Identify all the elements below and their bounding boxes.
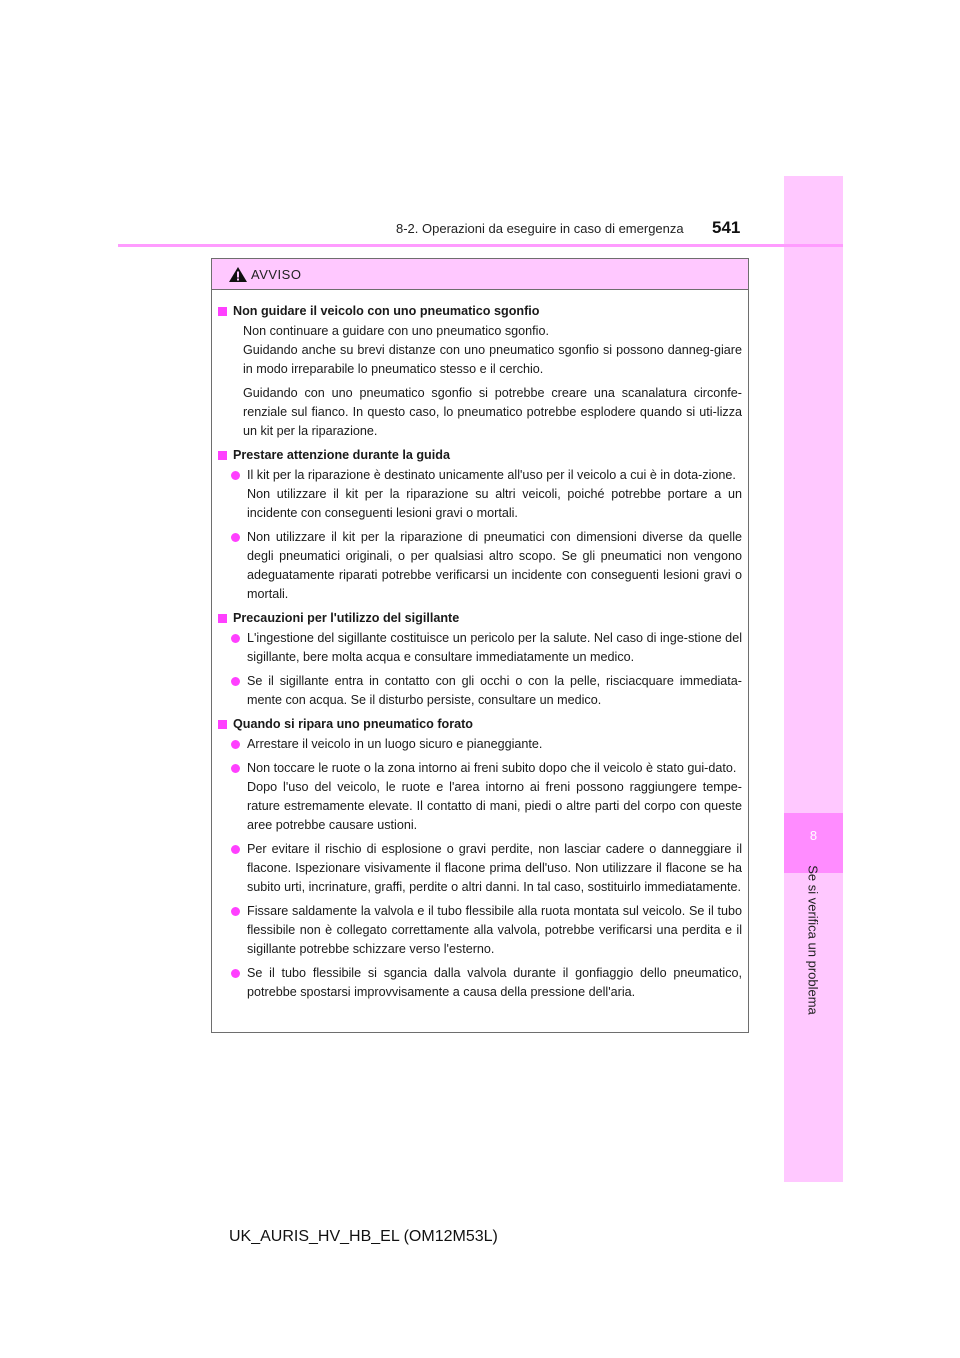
section-heading xyxy=(216,609,742,628)
chapter-number-block xyxy=(784,813,843,873)
round-bullet-icon xyxy=(231,969,240,978)
square-bullet-icon xyxy=(218,720,227,729)
section-title: 8-2. Operazioni da eseguire in caso di emergenza xyxy=(396,221,684,236)
chapter-number: 8 xyxy=(809,828,818,843)
warning-triangle-icon xyxy=(228,266,248,283)
bullet-item xyxy=(216,735,742,754)
section-heading-text: Prestare attenzione durante la guida xyxy=(233,448,450,462)
bullet-text xyxy=(247,759,742,835)
section-heading xyxy=(216,446,742,465)
paragraph-line: Non continuare a guidare con uno pneumatico sgonfio. xyxy=(243,324,549,338)
chapter-side-tab xyxy=(784,176,843,1182)
bullet-line: Per evitare il rischio di esplosione o gravi perdite, non lasciar cadere o danneggiare il flacone. Ispezionare visivamente il flacone prima dell'uso. Non utilizzare il flacone se ha subito urti, incrinature, graffi, perdite o altri danni. In tal caso, sostituirlo immediatamente. xyxy=(247,842,742,894)
bullet-line: L'ingestione del sigillante costituisce un pericolo per la salute. Nel caso di inge-stione del sigillante, bere molta acqua e consultare immediatamente un medico. xyxy=(247,631,742,664)
bullet-item xyxy=(216,759,742,835)
bullet-text xyxy=(247,902,742,959)
warning-box xyxy=(211,258,749,1033)
bullet-text xyxy=(247,735,742,754)
paragraph xyxy=(243,384,742,441)
round-bullet-icon xyxy=(231,677,240,686)
warning-title: AVVISO xyxy=(251,266,302,282)
warning-header xyxy=(212,259,748,290)
section-heading xyxy=(216,715,742,734)
bullet-item xyxy=(216,466,742,523)
round-bullet-icon xyxy=(231,907,240,916)
bullet-item xyxy=(216,964,742,1002)
bullet-line: Arrestare il veicolo in un luogo sicuro e pianeggiante. xyxy=(247,737,543,751)
bullet-item xyxy=(216,629,742,667)
bullet-text xyxy=(247,964,742,1002)
warning-body xyxy=(212,290,748,1002)
paragraph xyxy=(243,322,742,379)
paragraph-line: Guidando con uno pneumatico sgonfio si potrebbe creare una scanalatura circonfe-renziale sul fianco. In questo caso, lo pneumatico potrebbe esplodere quando si uti-lizza un kit per la riparazione. xyxy=(243,386,742,438)
bullet-item xyxy=(216,672,742,710)
bullet-text xyxy=(247,466,742,523)
bullet-line: Se il tubo flessibile si sgancia dalla valvola durante il gonfiaggio dello pneumatico, potrebbe spostarsi improvvisamente a causa della pressione dell'aria. xyxy=(247,966,742,999)
round-bullet-icon xyxy=(231,634,240,643)
section-heading-text: Precauzioni per l'utilizzo del sigillante xyxy=(233,611,460,625)
bullet-line: Non toccare le ruote o la zona intorno ai freni subito dopo che il veicolo è stato gui-dato. xyxy=(247,761,737,775)
bullet-line: Il kit per la riparazione è destinato unicamente all'uso per il veicolo a cui è in dota-zione. xyxy=(247,468,736,482)
bullet-line: Dopo l'uso del veicolo, le ruote e l'area intorno ai freni possono raggiungere tempe-rature estremamente elevate. Il contatto di mani, piedi o altre parti del corpo con queste aree potrebbe causare ustioni. xyxy=(247,780,742,832)
section-heading-text: Non guidare il veicolo con uno pneumatico sgonfio xyxy=(233,304,540,318)
bullet-line: Non utilizzare il kit per la riparazione di pneumatici con dimensioni diverse da quelle degli pneumatici originali, o per qualsiasi altro scopo. Se gli pneumatici non vengono adeguatamente riparati potrebbe verificarsi un incidente con conseguenti lesioni gravi o mortali. xyxy=(247,530,742,601)
paragraph-line: Guidando anche su brevi distanze con uno pneumatico sgonfio si possono danneg-giare in modo irreparabile lo pneumatico stesso e il cerchio. xyxy=(243,343,742,376)
bullet-line: Non utilizzare il kit per la riparazione su altri veicoli, poiché potrebbe portare a un incidente con conseguenti lesioni gravi o mortali. xyxy=(247,487,742,520)
round-bullet-icon xyxy=(231,533,240,542)
bullet-item xyxy=(216,902,742,959)
round-bullet-icon xyxy=(231,740,240,749)
bullet-item xyxy=(216,528,742,604)
bullet-text xyxy=(247,672,742,710)
round-bullet-icon xyxy=(231,845,240,854)
bullet-text xyxy=(247,629,742,667)
bullet-line: Se il sigillante entra in contatto con gli occhi o con la pelle, risciacquare immediata-mente con acqua. Se il disturbo persiste, consultare un medico. xyxy=(247,674,742,707)
chapter-title: Se si verifica un problema xyxy=(805,865,821,1015)
page-number: 541 xyxy=(712,218,741,237)
bullet-item xyxy=(216,840,742,897)
header-rule xyxy=(118,244,843,247)
square-bullet-icon xyxy=(218,451,227,460)
section-heading xyxy=(216,302,742,321)
square-bullet-icon xyxy=(218,614,227,623)
round-bullet-icon xyxy=(231,471,240,480)
round-bullet-icon xyxy=(231,764,240,773)
bullet-text xyxy=(247,840,742,897)
document-code: UK_AURIS_HV_HB_EL (OM12M53L) xyxy=(229,1228,498,1245)
square-bullet-icon xyxy=(218,307,227,316)
bullet-text xyxy=(247,528,742,604)
section-heading-text: Quando si ripara uno pneumatico forato xyxy=(233,717,474,731)
bullet-line: Fissare saldamente la valvola e il tubo flessibile alla ruota montata sul veicolo. Se il tubo flessibile non è collegato correttamente alla valvola, potrebbe verificarsi una perdita e il sigillante potrebbe schizzare verso l'esterno. xyxy=(247,904,742,956)
